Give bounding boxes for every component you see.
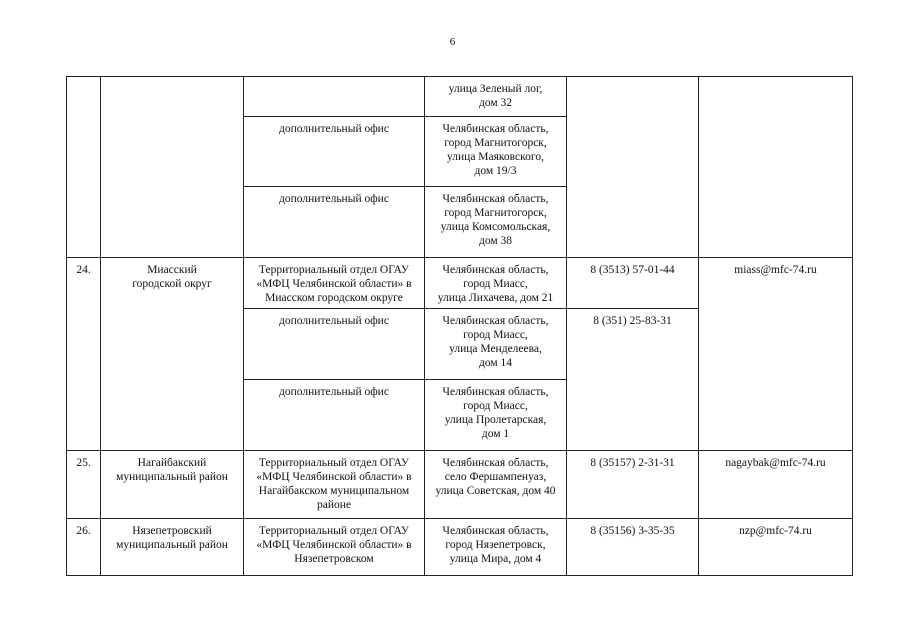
address-cell: Челябинская область, город Миасс, улица Лихачева, дом 21 — [425, 258, 567, 309]
address-cell: Челябинская область, село Фершампенуаз, улица Советская, дом 40 — [425, 451, 567, 519]
office-cell — [244, 77, 425, 117]
table-row — [67, 519, 853, 576]
address-cell: Челябинская область, город Магнитогорск, улица Маяковского, дом 19/3 — [425, 117, 567, 187]
municipality-cell: Миасский городской округ — [101, 258, 244, 451]
row-number-cell — [67, 77, 101, 258]
office-cell: Территориальный отдел ОГАУ «МФЦ Челябинской области» в Нагайбакском муниципальном районе — [244, 451, 425, 519]
address-cell: улица Зеленый лог, дом 32 — [425, 77, 567, 117]
email-cell — [699, 77, 853, 258]
email-cell: nagaybak@mfc-74.ru — [699, 451, 853, 519]
row-number-cell: 24. — [67, 258, 101, 451]
table-row — [67, 451, 853, 519]
address-cell: Челябинская область, город Нязепетровск, улица Мира, дом 4 — [425, 519, 567, 576]
phone-cell: 8 (3513) 57-01-44 — [567, 258, 699, 309]
office-cell: дополнительный офис — [244, 380, 425, 451]
address-cell: Челябинская область, город Магнитогорск, улица Комсомольская, дом 38 — [425, 187, 567, 258]
mfc-offices-table — [66, 76, 853, 576]
municipality-cell — [101, 77, 244, 258]
email-cell: nzp@mfc-74.ru — [699, 519, 853, 576]
table-row — [67, 258, 853, 309]
row-number-cell: 26. — [67, 519, 101, 576]
municipality-cell: Нагайбакский муниципальный район — [101, 451, 244, 519]
office-cell: дополнительный офис — [244, 117, 425, 187]
office-cell: дополнительный офис — [244, 309, 425, 380]
row-number-cell: 25. — [67, 451, 101, 519]
phone-cell: 8 (35157) 2-31-31 — [567, 451, 699, 519]
office-cell: дополнительный офис — [244, 187, 425, 258]
address-cell: Челябинская область, город Миасс, улица Менделеева, дом 14 — [425, 309, 567, 380]
office-cell: Территориальный отдел ОГАУ «МФЦ Челябинской области» в Миасском городском округе — [244, 258, 425, 309]
email-cell: miass@mfc-74.ru — [699, 258, 853, 451]
page-number: 6 — [449, 36, 456, 48]
table-row — [67, 77, 853, 117]
phone-cell: 8 (35156) 3-35-35 — [567, 519, 699, 576]
office-cell: Территориальный отдел ОГАУ «МФЦ Челябинской области» в Нязепетровском — [244, 519, 425, 576]
municipality-cell: Нязепетровский муниципальный район — [101, 519, 244, 576]
address-cell: Челябинская область, город Миасс, улица Пролетарская, дом 1 — [425, 380, 567, 451]
phone-cell — [567, 77, 699, 258]
phone-cell: 8 (351) 25-83-31 — [567, 309, 699, 451]
